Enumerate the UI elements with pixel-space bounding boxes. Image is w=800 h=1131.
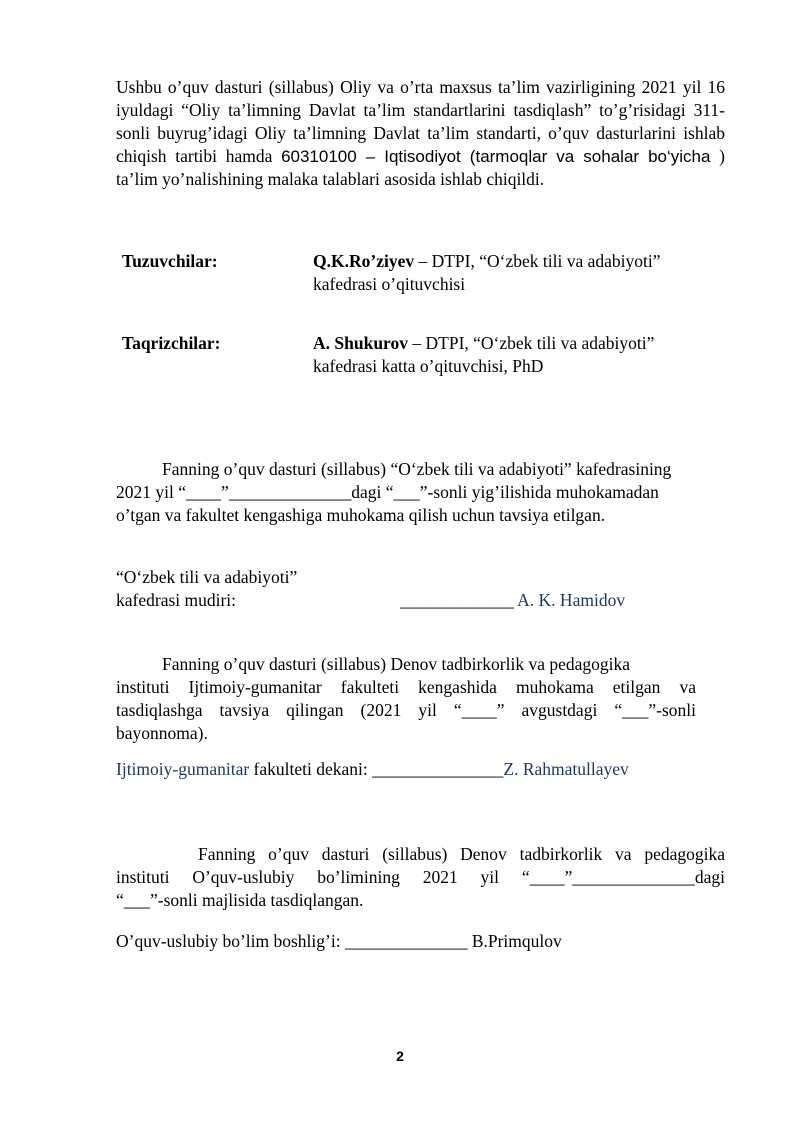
methodical-line-3: “___”-sonli majlisida tasdiqlangan.	[116, 890, 364, 910]
dept-meeting-line-3: o’tgan va fakultet kengashiga muhokama qilish uchun tavsiya etilgan.	[116, 505, 606, 525]
dean-name: Z. Rahmatullayev	[503, 759, 629, 779]
methodical-line-1: Fanning o’quv dasturi (sillabus) Denov tadbirkorlik va pedagogika	[198, 844, 725, 864]
faculty-line-2: instituti Ijtimoiy-gumanitar fakulteti kengashida muhokama etilgan va	[116, 677, 696, 697]
methodical-head-name: B.Primqulov	[467, 931, 562, 951]
dept-meeting-line-2: 2021 yil “____”______________dagi “___”-sonli yig’ilishida muhokamadan	[116, 482, 659, 502]
signature-line: _____________	[400, 590, 514, 610]
intro-text-end: ) ta’lim yo’nalishining malaka talablari asosida ishlab chiqildi.	[116, 146, 725, 189]
dean-block	[116, 758, 629, 781]
reviewer-position: kafedrasi katta o’qituvchisi, PhD	[313, 356, 544, 376]
faculty-line-1: Fanning o’quv dasturi (sillabus) Denov tadbirkorlik va pedagogika	[162, 654, 631, 674]
department-head-name: A. K. Hamidov	[513, 590, 626, 610]
methodical-line-2: instituti O’quv-uslubiy bo’limining 2021 yil “____”______________dagi	[116, 867, 725, 887]
intro-paragraph	[116, 76, 725, 191]
methodical-signature-line: ______________	[344, 931, 468, 951]
author-position: kafedrasi o’qituvchisi	[313, 274, 466, 294]
department-name: “O‘zbek tili va adabiyoti”	[116, 567, 298, 587]
faculty-line-4: bayonnoma).	[116, 723, 208, 743]
dean-signature-line: _______________	[372, 759, 504, 779]
reviewers-label: Taqrizchilar:	[122, 333, 221, 353]
authors-info	[313, 250, 713, 296]
methodical-head-block	[116, 930, 562, 953]
department-meeting-paragraph	[116, 458, 725, 527]
intro-text: Ushbu o’quv dasturi (sillabus) Oliy va o’rta maxsus ta’lim vazirligining 2021 yil 16 iyuldagi “Oliy ta’limning Davlat ta’lim standartlarini tasdiqlash” to’g’risidagi 311-sonli buyrug’idagi Oliy ta’limning Davlat ta’lim standarti, o’quv dasturlarini ishlab chiqish tartibi hamda	[116, 77, 725, 166]
methodical-paragraph	[116, 843, 725, 912]
specialty-code: 60310100 – Iqtisodiyot (tarmoqlar va sohalar bo‘yicha	[281, 147, 711, 166]
page-number: 2	[396, 1048, 404, 1064]
faculty-name: Ijtimoiy-gumanitar	[116, 759, 250, 779]
department-head-signature	[400, 589, 625, 612]
authors-label: Tuzuvchilar:	[122, 251, 218, 271]
author-name: Q.K.Ro’ziyev	[313, 251, 415, 271]
dept-meeting-line-1: Fanning o’quv dasturi (sillabus) “O‘zbek tili va adabiyoti” kafedrasining	[162, 459, 672, 479]
methodical-head-role: O’quv-uslubiy bo’lim boshlig’i:	[116, 931, 345, 951]
author-affiliation: – DTPI, “O‘zbek tili va adabiyoti”	[414, 251, 661, 271]
reviewer-name: A. Shukurov	[313, 333, 409, 353]
department-head-role: kafedrasi mudiri:	[116, 590, 237, 610]
dean-role: fakulteti dekani:	[249, 759, 373, 779]
reviewers-info	[313, 332, 713, 378]
reviewer-affiliation: – DTPI, “O‘zbek tili va adabiyoti”	[408, 333, 655, 353]
faculty-council-paragraph	[116, 653, 696, 745]
faculty-line-3: tasdiqlashga tavsiya qilingan (2021 yil “____” avgustdagi “___”-sonli	[116, 700, 696, 720]
